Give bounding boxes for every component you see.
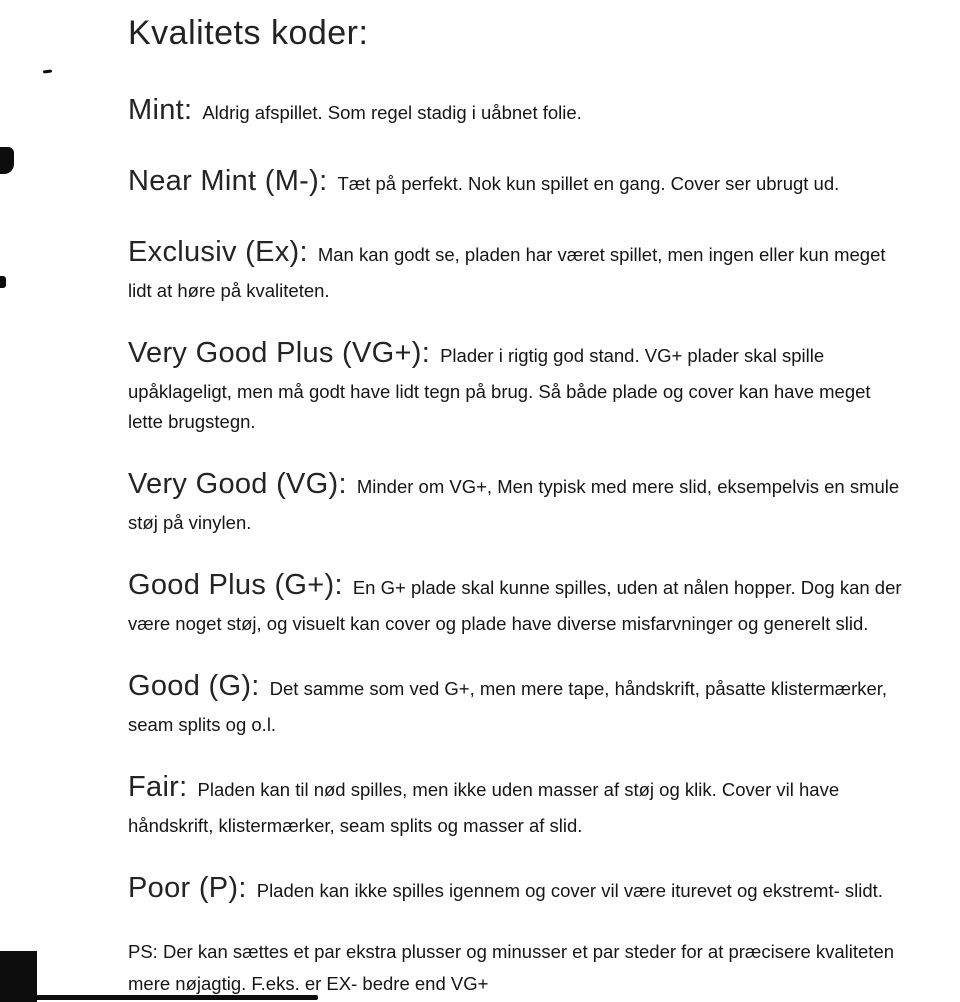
- grade-term: Mint:: [128, 94, 193, 126]
- scan-artifact-bottom-corner: [0, 951, 37, 1002]
- grade-description: Plader i rigtig god stand. VG+ plader skal spille upåklageligt, men må godt have lidt tegn på brug. Så både plade og cover kan have meget lette brugstegn.: [128, 344, 871, 432]
- grade-term: Very Good Plus (VG+):: [128, 336, 431, 369]
- grade-entry-very-good-plus: [128, 330, 908, 437]
- page-title: Kvalitets koder:: [128, 14, 369, 52]
- grade-term: Very Good (VG):: [128, 467, 347, 500]
- grade-term: Exclusiv (Ex):: [128, 235, 308, 268]
- grade-term: Good Plus (G+):: [128, 568, 343, 601]
- grade-term: Near Mint (M-):: [128, 164, 328, 197]
- grade-term: Good (G):: [128, 669, 260, 702]
- scan-artifact-left-edge-tick: [0, 276, 6, 288]
- grade-entry-poor: [128, 865, 908, 912]
- grade-description: Det samme som ved G+, men mere tape, håndskrift, påsatte klistermærker, seam splits og o.l.: [128, 677, 888, 735]
- grade-description: Aldrig afspillet. Som regel stadig i uåbnet folie.: [202, 102, 582, 123]
- grade-description: Pladen kan til nød spilles, men ikke uden masser af støj og klik. Cover vil have håndskrift, klistermærker, seam splits og masser af slid.: [128, 778, 840, 836]
- ps-footnote: PS: Der kan sættes et par ekstra plusser og minusser et par steder for at præcisere kvaliteten mere nøjagtig. F.eks. er EX- bedre end VG+: [128, 940, 895, 994]
- grade-term: Fair:: [128, 770, 188, 803]
- grade-entry-good: [128, 663, 908, 740]
- grade-entry-very-good: [128, 461, 908, 538]
- grade-description: Tæt på perfekt. Nok kun spillet en gang. Cover ser ubrugt ud.: [337, 172, 840, 194]
- grade-entry-good-plus: [128, 562, 908, 639]
- scan-artifact-left-edge-mark: [0, 147, 14, 174]
- scan-artifact-bottom-line: [37, 995, 318, 1000]
- grade-entry-exclusiv: [128, 229, 908, 306]
- grade-description: Pladen kan ikke spilles igennem og cover vil være iturevet og ekstremt- slidt.: [256, 879, 883, 901]
- grade-entry-mint: [128, 87, 908, 134]
- grade-description: En G+ plade skal kunne spilles, uden at nålen hopper. Dog kan der være noget støj, og visuelt kan cover og plade have diverse misfarvninger og generelt slid.: [128, 576, 902, 634]
- grade-description: Man kan godt se, pladen har været spillet, men ingen eller kun meget lidt at høre på kvaliteten.: [128, 243, 886, 301]
- grade-entry-near-mint: [128, 158, 908, 205]
- grade-entry-fair: [128, 764, 908, 841]
- grade-term: Poor (P):: [128, 871, 247, 904]
- grade-description: Minder om VG+, Men typisk med mere slid, eksempelvis en smule støj på vinylen.: [128, 475, 900, 533]
